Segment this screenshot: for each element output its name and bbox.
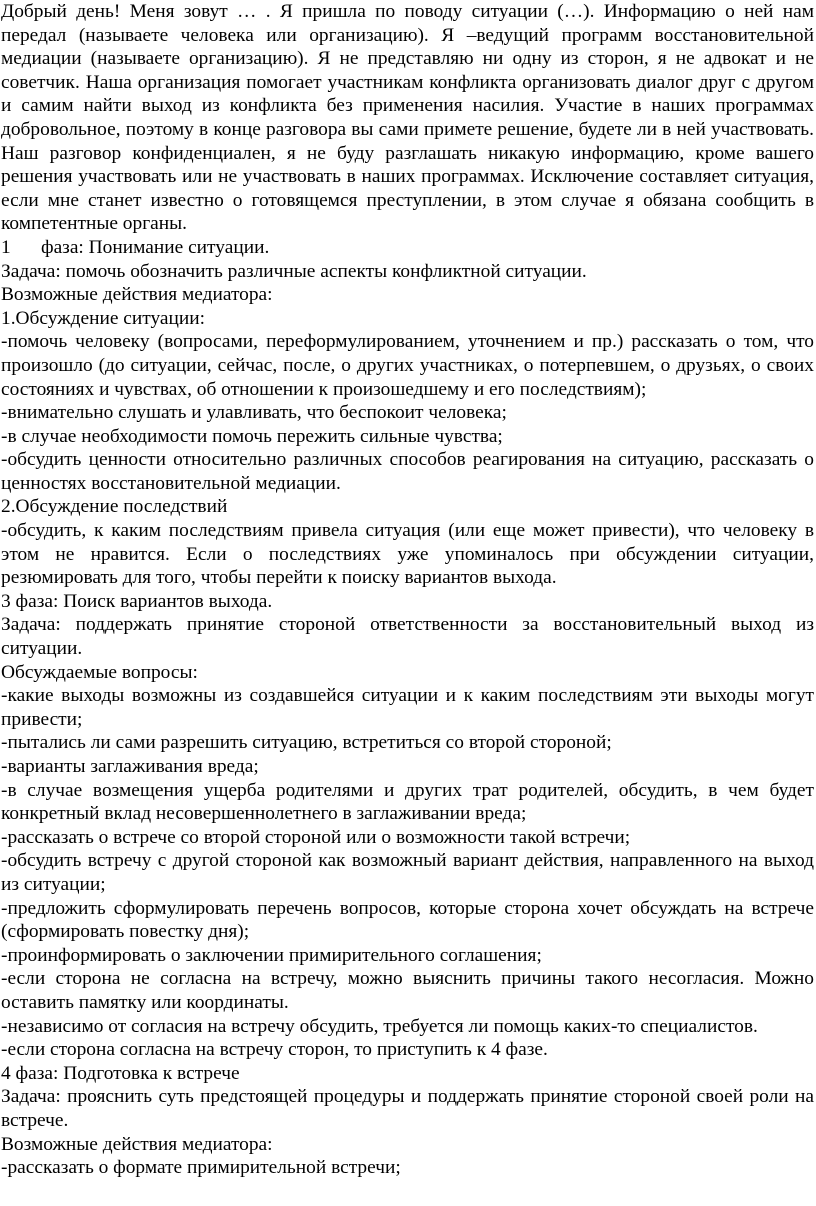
phase1-actions-heading: Возможные действия медиатора: (1, 284, 273, 306)
list-item: -рассказать о встрече со второй стороной или о возможности такой встречи; (1, 826, 631, 848)
phase4-title: 4 фаза: Подготовка к встрече (1, 1062, 240, 1084)
phase1-consequences-heading: 2.Обсуждение последствий (1, 496, 228, 518)
phase3-title: 3 фаза: Поиск вариантов выхода. (1, 590, 273, 612)
phase1-task: Задача: помочь обозначить различные аспекты конфликтной ситуации. (1, 260, 587, 282)
list-item: -предложить сформулировать перечень вопросов, которые сторона хочет обсуждать на встрече (сформировать повестку дня); (1, 897, 814, 943)
phase3-task: Задача: поддержать принятие стороной ответственности за восстановительный выход из ситуации. (1, 614, 814, 660)
list-item: -обсудить, к каким последствиям привела ситуация (или еще может привести), что человеку в этом не нравится. Если о последствиях уже упоминалось при обсуждении ситуации, резюмировать для того, чтобы перейти к поиску вариантов выхода. (1, 520, 814, 589)
phase1-heading (1, 236, 814, 260)
phase1-discussion-heading: 1.Обсуждение ситуации: (1, 307, 206, 329)
list-item: -варианты заглаживания вреда; (1, 756, 259, 777)
list-item: -если сторона согласна на встречу сторон, то приступить к 4 фазе. (1, 1039, 548, 1061)
intro-paragraph: Добрый день! Меня зовут … . Я пришла по поводу ситуации (…). Информацию о ней нам передал (называете человека или организацию). Я –ведущий программ восстановительной медиации (называете организацию). Я не представляю ни одну из сторон, я не адвокат и не советчик. Наша организация помогает участникам конфликта организовать диалог друг с другом и самим найти выход из конфликта без применения насилия. Участие в наших программах добровольное, поэтому в конце разговора вы сами примете решение, будете ли в ней участвовать. Наш разговор конфиденциален, я не буду разглашать никакую информацию, кроме вашего решения участвовать или не участвовать в наших программах. Исключение составляет ситуация, если мне станет известно о готовящемся преступлении, в этом случае я обязана сообщить в компетентные органы. (1, 1, 814, 235)
list-item: -рассказать о формате примирительной встречи; (1, 1157, 401, 1179)
list-item: -в случае возмещения ущерба родителями и других трат родителей, обсудить, в чем будет конкретный вклад несовершеннолетнего в заглаживании вреда; (1, 779, 814, 825)
list-item: -проинформировать о заключении примирительного соглашения; (1, 944, 542, 966)
list-item: -в случае необходимости помочь пережить сильные чувства; (1, 425, 503, 447)
list-item: -пытались ли сами разрешить ситуацию, встретиться со второй стороной; (1, 732, 612, 754)
list-item: -независимо от согласия на встречу обсудить, требуется ли помощь каких-то специалистов. (1, 1015, 758, 1037)
list-item: -внимательно слушать и улавливать, что беспокоит человека; (1, 402, 507, 424)
list-item: -обсудить ценности относительно различных способов реагирования на ситуацию, рассказать о ценностях восстановительной медиации. (1, 449, 814, 494)
phase3-questions-heading: Обсуждаемые вопросы: (1, 661, 198, 683)
phase4-task: Задача: прояснить суть предстоящей процедуры и поддержать принятие стороной своей роли на встрече. (1, 1086, 814, 1131)
phase4-actions-heading: Возможные действия медиатора: (1, 1133, 273, 1155)
list-item: -если сторона не согласна на встречу, можно выяснить причины такого несогласия. Можно оставить памятку или координаты. (1, 968, 814, 1013)
list-item: -помочь человеку (вопросами, переформулированием, уточнением и пр.) рассказать о том, что произошло (до ситуации, сейчас, после, о других участниках, о потерпевшем, о друзьях, о своих состояниях и чувствах, об отношении к произошедшему и его последствиям); (1, 331, 814, 400)
phase1-number: 1 (1, 236, 11, 258)
list-item: -обсудить встречу с другой стороной как возможный вариант действия, направленного на выход из ситуации; (1, 850, 814, 895)
list-item: -какие выходы возможны из создавшейся ситуации и к каким последствиям эти выходы могут привести; (1, 685, 814, 730)
phase1-title: фаза: Понимание ситуации. (41, 236, 270, 258)
